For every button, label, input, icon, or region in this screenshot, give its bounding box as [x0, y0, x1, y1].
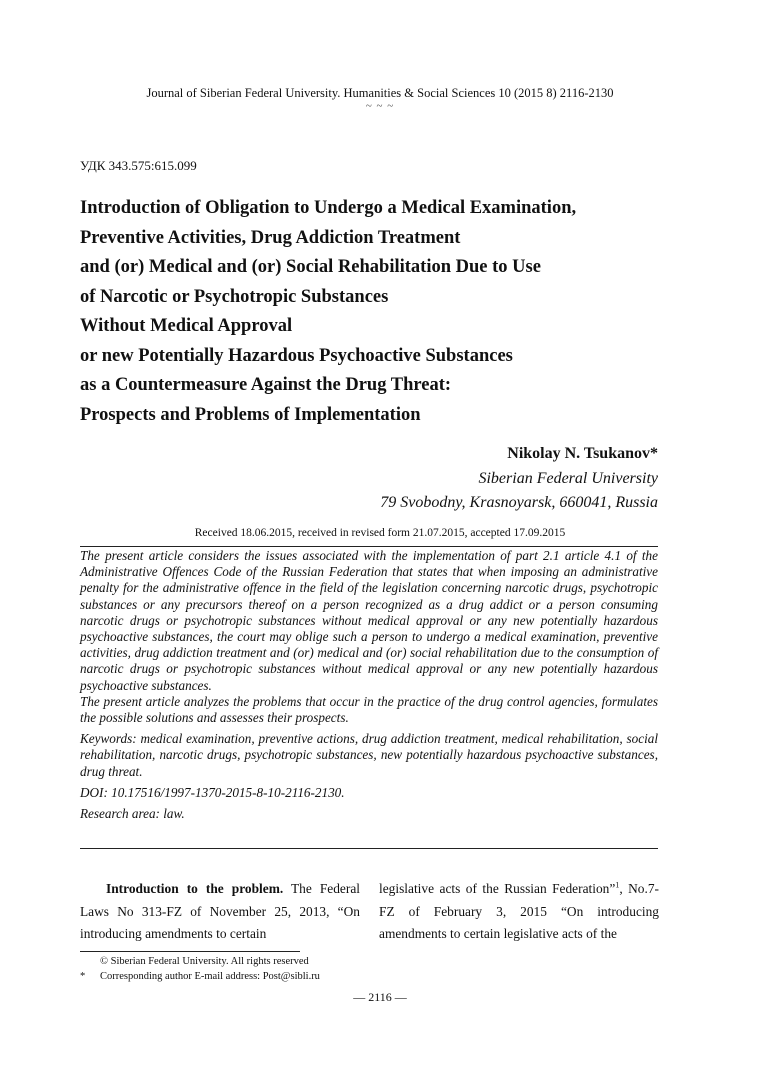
body-text: legislative acts of the Russian Federation”	[379, 881, 616, 896]
footnote-ref: 1	[615, 880, 620, 890]
footnotes	[80, 954, 420, 984]
doi: DOI: 10.17516/1997-1370-2015-8-10-2116-2130.	[80, 784, 345, 800]
title-line: Introduction of Obligation to Undergo a Medical Examination,	[80, 198, 577, 218]
footnote-text: © Siberian Federal University. All rights reserved	[100, 956, 309, 967]
journal-header: Journal of Siberian Federal University. Humanities & Social Sciences 10 (2015 8) 2116-2130	[146, 86, 614, 100]
footnote-text: Corresponding author E-mail address: Post@sibli.ru	[100, 971, 320, 982]
abstract	[80, 548, 658, 822]
article-title	[80, 194, 680, 430]
footnote-mark: *	[80, 971, 86, 982]
footnote	[80, 969, 420, 984]
intro-heading: Introduction to the problem.	[106, 881, 284, 896]
author-affiliation: Siberian Federal University	[478, 469, 658, 487]
title-line: Without Medical Approval	[80, 316, 293, 336]
body-column-right	[379, 878, 659, 946]
body-text: , No.7-FZ of February 3, 2015 “On introducing amendments to certain legislative acts of the	[379, 881, 659, 941]
title-line: or new Potentially Hazardous Psychoactive Substances	[80, 345, 513, 366]
abstract-top-rule	[80, 546, 658, 547]
abstract-paragraph: The present article analyzes the problems that occur in the practice of the drug control agencies, formulates the possible solutions and assesses their prospects.	[80, 693, 658, 726]
keywords: Keywords: medical examination, preventive actions, drug addiction treatment, medical rehabilitation, social rehabilitation, narcotic drugs, psychotropic substances, new potentially hazardous psychoactive substances, drug threat.	[80, 731, 658, 779]
abstract-paragraph: The present article considers the issues associated with the implementation of part 2.1 article 4.1 of the Administrative Offences Code of the Russian Federation that states that when imposing an administrative penalty for the administrative offence in the field of the legislation concerning narcotic drugs, psychotropic substances or any precursors thereof on a person recognized as a drug addict or a person consuming narcotic drugs or psychotropic substances without medical approval or any new potentially hazardous psychoactive substances, the court may oblige such a person to undergo a medical examination, preventive activities, drug addiction treatment and (or) medical and (or) social rehabilitation due to the consumption of narcotic drugs or psychotropic substances without medical approval or any new potentially hazardous psychoactive substances.	[80, 548, 658, 693]
udc-code: УДК 343.575:615.099	[80, 158, 197, 173]
page-number: — 2116 —	[353, 990, 407, 1004]
author-name: Nikolay N. Tsukanov*	[507, 445, 658, 462]
body-text: The Federal Laws No 313-FZ of November 25, 2013, “On introducing amendments to certain	[80, 881, 360, 941]
body-column-left	[80, 878, 360, 946]
abstract-bottom-rule	[80, 848, 658, 849]
title-line: Preventive Activities, Drug Addiction Treatment	[80, 227, 461, 248]
title-line: and (or) Medical and (or) Social Rehabilitation Due to Use	[80, 257, 541, 277]
title-line: of Narcotic or Psychotropic Substances	[80, 286, 389, 307]
footnote-mark	[80, 954, 100, 969]
research-area: Research area: law.	[80, 806, 185, 822]
received-dates: Received 18.06.2015, received in revised form 21.07.2015, accepted 17.09.2015	[194, 527, 566, 539]
footnote-rule	[80, 951, 300, 952]
header-ornament: ~ ~ ~	[365, 100, 395, 112]
title-line: as a Countermeasure Against the Drug Threat:	[80, 375, 452, 395]
title-line: Prospects and Problems of Implementation	[80, 404, 421, 425]
author-block	[380, 442, 658, 516]
author-address: 79 Svobodny, Krasnoyarsk, 660041, Russia	[380, 494, 658, 511]
footnote	[80, 954, 420, 969]
